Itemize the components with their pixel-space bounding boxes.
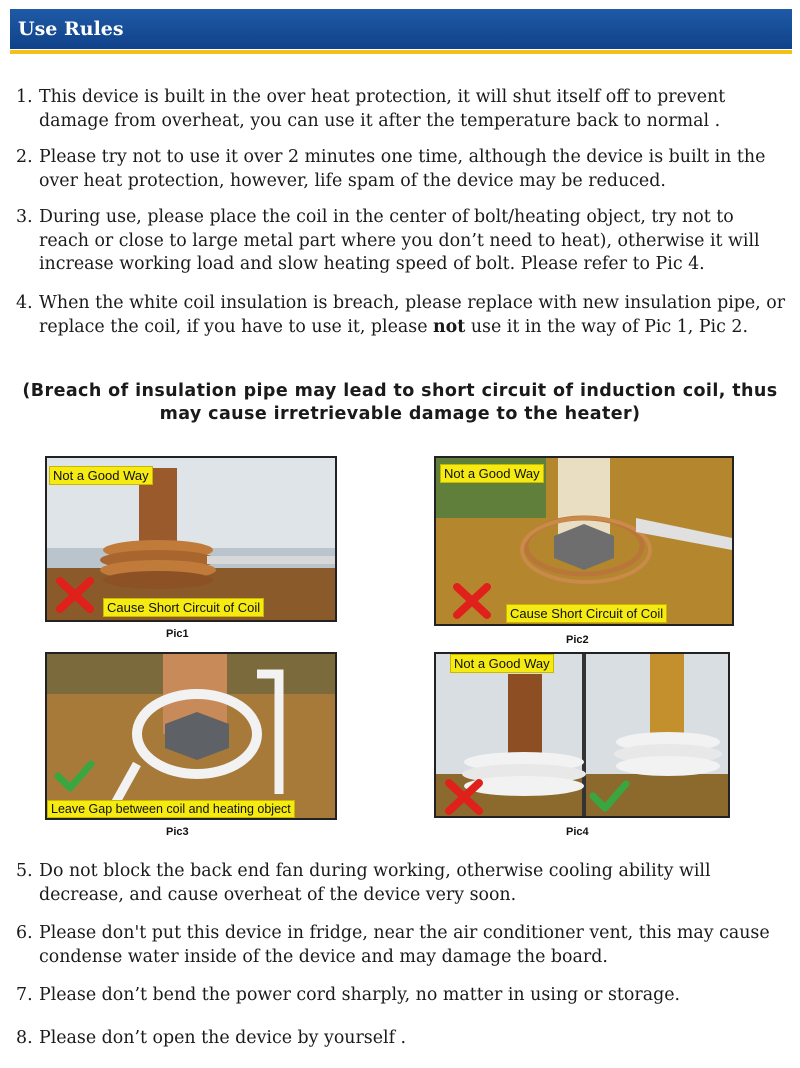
rule-number: 4. [16, 293, 33, 313]
pic1-image [45, 456, 337, 622]
rule-number: 7. [16, 985, 33, 1005]
pic3-image [45, 652, 337, 820]
rule-3 [16, 206, 786, 277]
rule-text: This device is built in the over heat protection, it will shut itself off to prevent damage from overheat, you can use it after the temperature back to normal . [39, 87, 726, 131]
rule-text: Please don’t open the device by yourself . [39, 1028, 407, 1048]
check-icon [588, 778, 630, 814]
pic1-bottom-tag: Cause Short Circuit of Coil [103, 598, 264, 617]
check-icon [53, 758, 95, 794]
rule-text [39, 292, 786, 339]
rule-number: 2. [16, 147, 33, 167]
rule-number: 8. [16, 1028, 33, 1048]
header-divider [10, 50, 792, 54]
pic2-image [434, 456, 734, 626]
pic1-label: Pic1 [166, 628, 189, 640]
cross-icon [452, 582, 492, 620]
rule-5 [16, 860, 786, 907]
rule-text-bold: not [433, 316, 466, 337]
rule-number: 6. [16, 923, 33, 943]
pic3-label: Pic3 [166, 826, 189, 838]
pic1-top-tag: Not a Good Way [49, 466, 153, 485]
pic2-bottom-tag: Cause Short Circuit of Coil [506, 604, 667, 623]
page-title: Use Rules [18, 18, 124, 40]
rule-text: During use, please place the coil in the center of bolt/heating object, try not to reach or close to large metal part where you don’t need to heat), otherwise it will increase working load and slow heating speed of bolt. Please refer to Pic 4. [39, 207, 760, 274]
rule-number: 3. [16, 207, 33, 227]
rule-text: Please don’t bend the power cord sharply, no matter in using or storage. [39, 985, 681, 1005]
cross-icon [444, 778, 484, 816]
rule-number: 5. [16, 861, 33, 881]
rule-8 [16, 1027, 786, 1051]
rule-6 [16, 922, 786, 969]
rule-number: 1. [16, 87, 33, 107]
rule-text-part: When the white coil insulation is breach, please replace with new insulation pipe, or replace the coil, if you have to use it, please [39, 293, 786, 337]
header-bar [10, 9, 792, 49]
rule-2 [16, 146, 786, 193]
rule-1 [16, 86, 786, 133]
pic4-top-tag: Not a Good Way [450, 654, 554, 673]
pic2-top-tag: Not a Good Way [440, 464, 544, 483]
pic2-label: Pic2 [566, 634, 589, 646]
pic3-bottom-tag: Leave Gap between coil and heating object [47, 800, 295, 818]
rule-text: Please don't put this device in fridge, near the air conditioner vent, this may cause condense water inside of the device and may damage the board. [39, 923, 770, 967]
pic4-image [434, 652, 730, 818]
rule-text: Please try not to use it over 2 minutes one time, although the device is built in the over heat protection, however, life spam of the device may be reduced. [39, 147, 766, 191]
rule-text: Do not block the back end fan during working, otherwise cooling ability will decrease, and cause overheat of the device very soon. [39, 861, 711, 905]
rule-text-part: use it in the way of Pic 1, Pic 2. [465, 316, 748, 337]
rule-4 [16, 292, 786, 339]
cross-icon [55, 576, 95, 614]
warning-note: (Breach of insulation pipe may lead to short circuit of induction coil, thus may cause irretrievable damage to the heater) [22, 381, 778, 424]
rule-7 [16, 984, 786, 1008]
pic4-label: Pic4 [566, 826, 589, 838]
